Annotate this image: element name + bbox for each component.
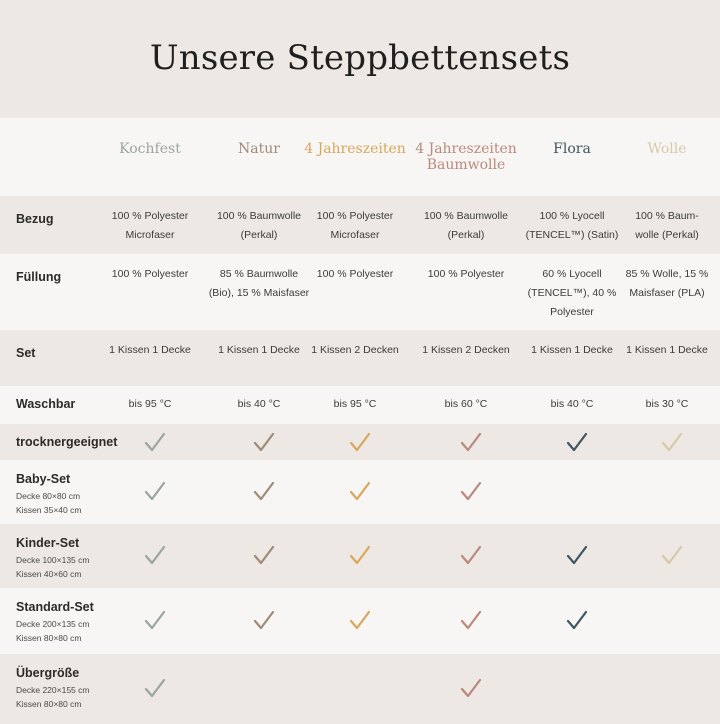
- column-header-5: Flora: [553, 141, 591, 157]
- table-cell: bis 95 °C: [128, 398, 172, 410]
- table-cell: 100 % Polyester: [111, 268, 189, 280]
- check-icon: [460, 609, 482, 631]
- check-icon: [460, 544, 482, 566]
- check-icon: [253, 544, 275, 566]
- table-row: [0, 588, 720, 654]
- table-row: [0, 330, 720, 386]
- table-row: [0, 196, 720, 254]
- column-header-1: Kochfest: [119, 141, 181, 157]
- table-cell: 100 % Polyester: [316, 268, 394, 280]
- table-row: [0, 254, 720, 330]
- check-icon: [144, 480, 166, 502]
- table-cell: 1 Kissen 1 Decke: [109, 344, 191, 356]
- table-cell: bis 95 °C: [333, 398, 377, 410]
- table-cell: 1 Kissen 1 Decke: [531, 344, 613, 356]
- row-label: Set: [16, 346, 36, 360]
- row-label: Baby-Set: [16, 472, 71, 486]
- table-cell: bis 30 °C: [645, 398, 689, 410]
- column-header-2: Natur: [238, 141, 280, 157]
- check-icon: [144, 431, 166, 453]
- check-icon: [144, 609, 166, 631]
- check-icon: [460, 480, 482, 502]
- check-icon: [349, 544, 371, 566]
- size-info: Kissen 40×60 cm: [16, 569, 82, 579]
- check-icon: [144, 677, 166, 699]
- table-cell: 100 % Lyocell (TENCEL™) (Satin): [525, 210, 619, 241]
- table-row: [0, 424, 720, 460]
- row-label: Übergröße: [16, 666, 80, 680]
- size-info: Decke 80×80 cm: [16, 491, 81, 501]
- size-info: Decke 100×135 cm: [16, 555, 90, 565]
- check-icon: [253, 609, 275, 631]
- row-label: Füllung: [16, 270, 62, 284]
- table-cell: 1 Kissen 2 Decken: [422, 344, 510, 356]
- table-cell: bis 40 °C: [550, 398, 594, 410]
- table-cell: bis 60 °C: [444, 398, 488, 410]
- size-info: Decke 220×155 cm: [16, 685, 90, 695]
- check-icon: [460, 431, 482, 453]
- table-cell: 100 % Baumwolle (Perkal): [216, 210, 302, 241]
- row-label: Kinder-Set: [16, 536, 80, 550]
- check-icon: [349, 609, 371, 631]
- size-info: Kissen 80×80 cm: [16, 699, 82, 709]
- table-cell: bis 40 °C: [237, 398, 281, 410]
- page-title: Unsere Steppbettensets: [149, 38, 571, 78]
- check-icon: [144, 544, 166, 566]
- table-cell: 100 % Baum- wolle (Perkal): [635, 210, 699, 241]
- table-cell: 60 % Lyocell (TENCEL™), 40 % Polyester: [527, 268, 617, 318]
- check-icon: [253, 431, 275, 453]
- size-info: Kissen 80×80 cm: [16, 633, 82, 643]
- check-icon: [349, 431, 371, 453]
- column-header-4: 4 Jahreszeiten Baumwolle: [415, 141, 517, 173]
- size-info: Decke 200×135 cm: [16, 619, 90, 629]
- row-label: Waschbar: [16, 397, 76, 411]
- check-icon: [253, 480, 275, 502]
- check-icon: [566, 609, 588, 631]
- table-cell: 1 Kissen 1 Decke: [218, 344, 300, 356]
- table-cell: 85 % Baumwolle (Bio), 15 % Maisfaser: [208, 268, 310, 299]
- check-icon: [661, 544, 683, 566]
- row-label: trocknergeeignet: [16, 435, 118, 449]
- table-row: [0, 524, 720, 588]
- column-header-6: Wolle: [647, 141, 687, 157]
- check-icon: [460, 677, 482, 699]
- table-row: [0, 654, 720, 724]
- table-cell: 85 % Wolle, 15 % Maisfaser (PLA): [625, 268, 709, 299]
- header-row: [0, 118, 720, 196]
- check-icon: [661, 431, 683, 453]
- table-cell: 1 Kissen 1 Decke: [626, 344, 708, 356]
- row-label: Bezug: [16, 212, 54, 226]
- table-cell: 100 % Polyester: [427, 268, 505, 280]
- check-icon: [349, 480, 371, 502]
- table-cell: 100 % Polyester Microfaser: [111, 210, 189, 241]
- size-info: Kissen 35×40 cm: [16, 505, 82, 515]
- table-cell: 100 % Polyester Microfaser: [316, 210, 394, 241]
- check-icon: [566, 544, 588, 566]
- table-cell: 1 Kissen 2 Decken: [311, 344, 399, 356]
- table-row: [0, 460, 720, 524]
- row-label: Standard-Set: [16, 600, 94, 614]
- table-cell: 100 % Baumwolle (Perkal): [423, 210, 509, 241]
- column-header-3: 4 Jahreszeiten: [304, 141, 406, 157]
- table-row: [0, 386, 720, 424]
- check-icon: [566, 431, 588, 453]
